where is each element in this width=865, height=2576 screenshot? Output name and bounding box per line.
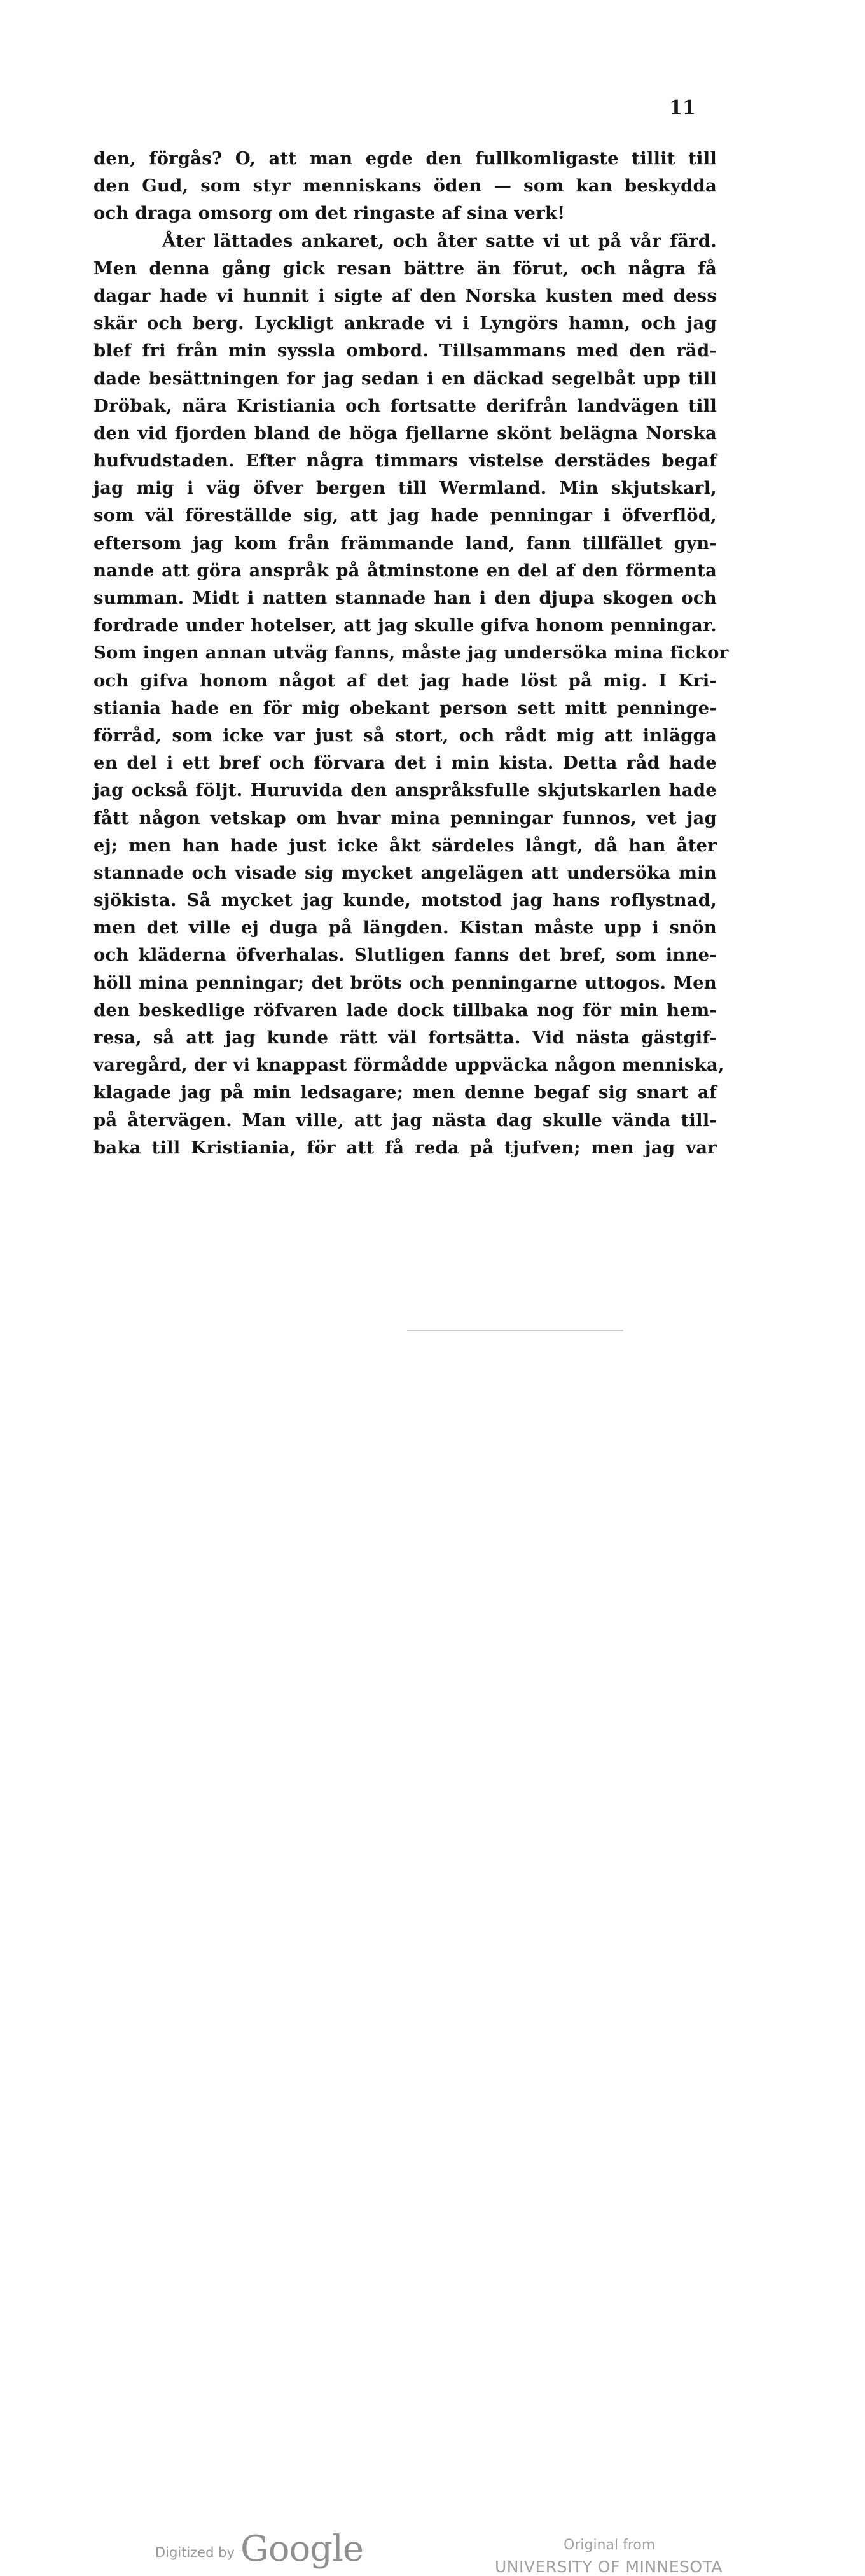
text-line: den Gud, som styr menniskans öden — som kan beskydda: [93, 176, 717, 197]
text-line: höll mina penningar; det bröts och penningarne uttogos. Men: [93, 972, 717, 993]
text-line: dagar hade vi hunnit i sigte af den Norska kusten med dess: [93, 285, 717, 306]
text-line: Men denna gång gick resan bättre än förut, och några få: [93, 258, 717, 279]
text-line: nande att göra anspråk på åtminstone en del af den förmenta: [93, 560, 717, 581]
text-line: hufvudstaden. Efter några timmars vistelse derstädes begaf: [93, 450, 717, 471]
text-line: den, förgås? O, att man egde den fullkomligaste tillit till: [93, 148, 717, 169]
text-line: den vid fjorden bland de höga fjellarne skönt belägna Norska: [93, 422, 717, 443]
institution-label: UNIVERSITY OF MINNESOTA: [495, 2558, 723, 2576]
text-line: ej; men han hade just icke åkt särdeles långt, då han åter: [93, 835, 717, 856]
text-line: stiania hade en för mig obekant person sett mitt penninge-: [93, 697, 717, 718]
body-text: [93, 145, 729, 1162]
text-line: men det ville ej duga på längden. Kistan måste upp i snön: [93, 917, 717, 938]
text-line: jag mig i väg öfver bergen till Wermland. Min skjutskarl,: [93, 478, 717, 499]
text-line: skär och berg. Lyckligt ankrade vi i Lyngörs hamn, och jag: [93, 313, 717, 334]
text-line: klagade jag på min ledsagare; men denne begaf sig snart af: [93, 1082, 717, 1103]
text-line: förråd, som icke var just så stort, och rådt mig att inlägga: [93, 725, 717, 746]
text-line: och kläderna öfverhalas. Slutligen fanns det bref, som inne-: [93, 945, 717, 966]
text-line: en del i ett bref och förvara det i min kista. Detta råd hade: [93, 753, 717, 774]
text-line: eftersom jag kom från främmande land, fann tillfället gyn-: [93, 533, 717, 553]
text-line: dade besättningen for jag sedan i en däckad segelbåt upp till: [93, 368, 717, 389]
text-line: blef fri från min syssla ombord. Tillsammans med den räd-: [93, 340, 717, 361]
scan-footer: [0, 1266, 865, 2576]
text-line: jag också följt. Huruvida den anspråksfulle skjutskarlen hade: [93, 780, 717, 801]
text-line: som väl föreställde sig, att jag hade penningar i öfverflöd,: [93, 505, 717, 526]
digitized-by-label: Digitized by: [155, 2545, 235, 2560]
text-line: stannade och visade sig mycket angelägen att undersöka min: [93, 862, 717, 883]
text-line: sjökista. Så mycket jag kunde, motstod jag hans roflystnad,: [93, 890, 717, 911]
text-line: fått någon vetskap om hvar mina penningar funnos, vet jag: [93, 807, 717, 828]
text-line: och draga omsorg om det ringaste af sina verk!: [93, 203, 565, 224]
text-line: Dröbak, nära Kristiania och fortsatte derifrån landvägen till: [93, 395, 717, 416]
bottom-divider: [407, 1330, 623, 1331]
page-number: 11: [669, 97, 696, 119]
text-line: Åter lättades ankaret, och åter satte vi ut på vår färd.: [162, 230, 717, 251]
text-line: baka till Kristiania, för att få reda på tjufven; men jag var: [93, 1137, 717, 1158]
text-line: på återvägen. Man ville, att jag nästa dag skulle vända till-: [93, 1110, 717, 1131]
text-line: resa, så att jag kunde rätt väl fortsätta. Vid nästa gästgif-: [93, 1027, 717, 1048]
text-line: och gifva honom något af det jag hade löst på mig. I Kri-: [93, 670, 717, 691]
text-line: fordrade under hotelser, att jag skulle gifva honom penningar.: [93, 615, 717, 636]
text-line: Som ingen annan utväg fanns, måste jag undersöka mina fickor: [93, 643, 729, 664]
original-from-label: Original from: [564, 2537, 656, 2553]
text-line: summan. Midt i natten stannade han i den djupa skogen och: [93, 588, 717, 608]
text-line: den beskedlige röfvaren lade dock tillbaka nog för min hem-: [93, 999, 717, 1020]
text-line: varegård, der vi knappast förmådde uppväcka någon menniska,: [93, 1055, 724, 1076]
google-logo: Google: [240, 2528, 364, 2570]
